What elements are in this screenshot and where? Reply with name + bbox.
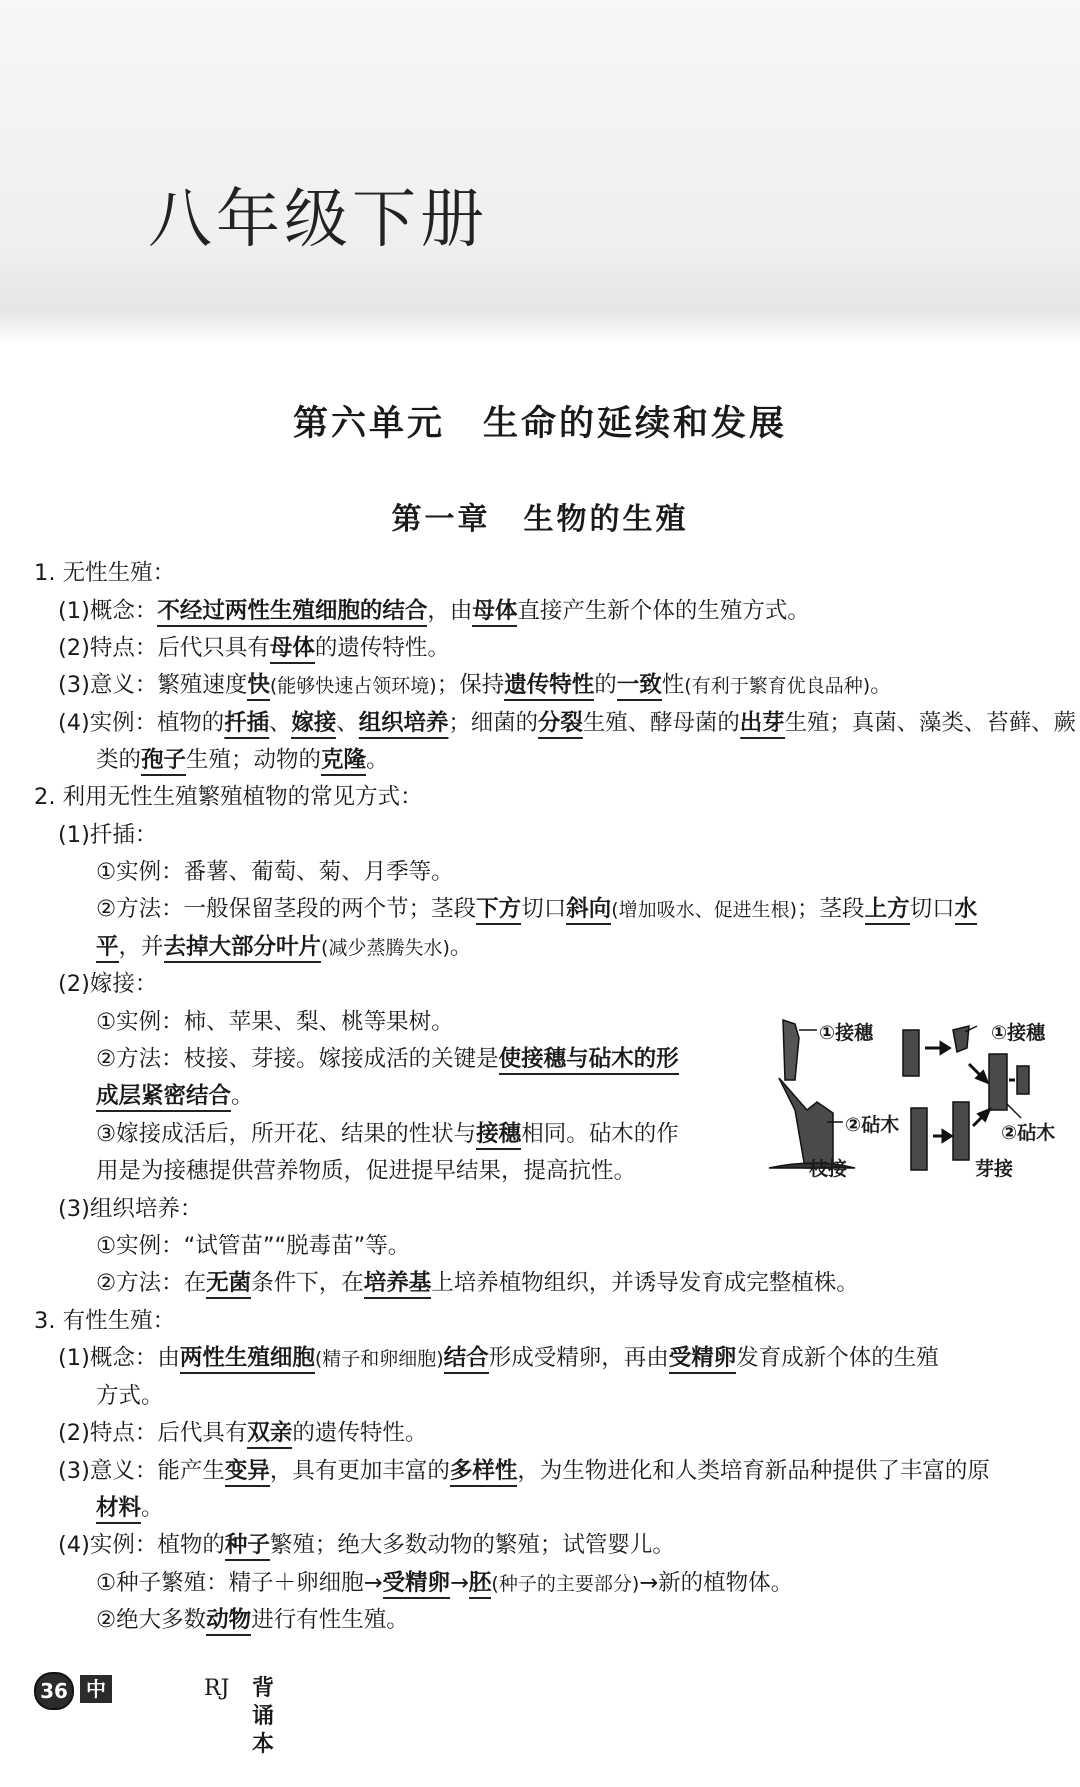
body-text: 。 — [231, 1083, 254, 1109]
body-text: ②方法：在 — [96, 1270, 207, 1296]
body-text: 1. 无性生殖： — [34, 560, 176, 586]
text-line — [58, 1530, 675, 1560]
body-text: 、 — [336, 710, 359, 736]
body-text: ，由 — [427, 598, 473, 624]
text-line — [58, 708, 1076, 738]
body-text: → — [450, 1570, 469, 1596]
keyword: 水 — [955, 896, 978, 925]
note-text: (种子的主要部分) — [491, 1573, 640, 1595]
body-text: 条件下，在 — [251, 1270, 364, 1296]
body-text: 切口 — [521, 896, 567, 922]
text-line — [96, 1119, 679, 1149]
body-text: (2)特点：后代只具有 — [58, 635, 270, 661]
body-text: (3)意义：繁殖速度 — [58, 672, 248, 698]
text-line — [58, 1194, 202, 1224]
branch-graft-caption: 枝接 — [809, 1158, 848, 1180]
text-line — [58, 596, 810, 626]
text-line — [58, 969, 157, 999]
keyword: 组织培养 — [359, 710, 449, 739]
body-text: ③嫁接成活后，所开花、结果的性状与 — [96, 1121, 477, 1147]
keyword: 受精卵 — [669, 1345, 737, 1374]
text-line — [96, 1044, 679, 1074]
keyword: 变异 — [225, 1458, 270, 1487]
body-text: ；细菌的 — [448, 710, 539, 736]
body-text: 、 — [269, 710, 292, 736]
body-text: (3)意义：能产生 — [58, 1458, 225, 1484]
body-text: 。 — [449, 934, 473, 960]
body-text: ；保持 — [436, 672, 505, 698]
text-line — [96, 1007, 454, 1037]
keyword: 扦插 — [224, 710, 269, 739]
text-line — [96, 1231, 410, 1261]
keyword: 使接穗与砧木的形 — [499, 1046, 679, 1075]
text-line — [96, 1381, 164, 1411]
body-text: ①实例：柿、苹果、梨、桃等果树。 — [96, 1009, 454, 1035]
text-line — [58, 820, 157, 850]
series-badge: 中考生物 — [80, 1675, 112, 1703]
keyword: 无菌 — [206, 1270, 251, 1299]
body-text: ，具有更加丰富的 — [269, 1458, 450, 1484]
unit-title: 第六单元 生命的延续和发展 — [292, 404, 787, 444]
keyword: 一致 — [617, 672, 662, 701]
keyword: 遗传特性 — [504, 672, 594, 701]
text-line — [58, 1456, 990, 1486]
text-line — [96, 1568, 793, 1599]
keyword: 结合 — [444, 1345, 489, 1374]
body-text: 的遗传特性。 — [292, 1420, 428, 1446]
body-text: 上培养植物组织，并诱导发育成完整植株。 — [431, 1270, 859, 1296]
body-text: →新的植物体。 — [639, 1570, 794, 1596]
body-text: 。 — [366, 747, 389, 773]
keyword: 下方 — [476, 896, 521, 925]
edition-label: RJ — [204, 1676, 230, 1701]
branch-scion-label: ①接穗 — [819, 1022, 874, 1044]
text-line — [34, 782, 423, 812]
text-line — [58, 633, 450, 663]
keyword: 成层紧密结合 — [96, 1083, 231, 1112]
keyword: 孢子 — [141, 747, 186, 776]
keyword: 上方 — [865, 896, 910, 925]
page-number: 36 — [34, 1672, 74, 1710]
body-text: 。 — [870, 672, 893, 698]
text-line — [96, 1605, 409, 1635]
body-text: 类的 — [96, 747, 142, 773]
branch-stock-label: ②砧木 — [845, 1114, 900, 1136]
body-text: (4)实例：植物的 — [58, 710, 225, 736]
bud-graft-caption: 芽接 — [975, 1158, 1014, 1180]
body-text: (1)概念：由 — [58, 1345, 180, 1371]
body-text: 的 — [594, 672, 617, 698]
body-text: ，为生物进化和人类培育新品种提供了丰富的原 — [517, 1458, 990, 1484]
body-text: 用是为接穗提供营养物质，促进提早结果，提高抗性。 — [96, 1158, 637, 1184]
body-text: 形成受精卵，再由 — [488, 1345, 669, 1371]
keyword: 母体 — [270, 635, 315, 664]
note-text: (精子和卵细胞) — [314, 1348, 444, 1370]
keyword: 快 — [247, 672, 270, 701]
body-text: ，并 — [118, 934, 164, 960]
keyword: 受精卵 — [383, 1570, 451, 1599]
body-text: ②方法：枝接、芽接。嫁接成活的关键是 — [96, 1046, 499, 1072]
text-line — [58, 670, 893, 701]
body-text: ①实例：番薯、葡萄、菊、月季等。 — [96, 859, 454, 885]
text-line — [34, 558, 175, 588]
keyword: 不经过两性生殖细胞的结合 — [157, 598, 427, 627]
grafting-figure — [755, 1018, 1075, 1178]
text-line — [96, 1268, 859, 1298]
text-line — [58, 1343, 939, 1374]
body-text: 生殖、酵母菌的 — [582, 710, 740, 736]
text-line — [96, 932, 472, 963]
keyword: 胚 — [469, 1570, 492, 1599]
text-line — [96, 1493, 164, 1523]
body-text: 生殖；真菌、藻类、苔藓、蕨 — [784, 710, 1076, 736]
bud-stock-label: ②砧木 — [1001, 1122, 1056, 1144]
body-text: 的遗传特性。 — [314, 635, 450, 661]
keyword: 嫁接 — [291, 710, 336, 739]
book-type-label: 背诵本 — [252, 1676, 275, 1757]
text-line — [96, 1156, 636, 1186]
body-text: ②方法：一般保留茎段的两个节；茎段 — [96, 896, 477, 922]
body-text: 相同。砧木的作 — [521, 1121, 679, 1147]
body-text: 直接产生新个体的生殖方式。 — [517, 598, 810, 624]
body-text: 进行有性生殖。 — [251, 1607, 409, 1633]
body-text: ①种子繁殖：精子＋卵细胞→ — [96, 1570, 383, 1596]
note-text: (能够快速占领环境) — [269, 675, 437, 697]
body-text: 切口 — [909, 896, 955, 922]
body-text: (3)组织培养： — [58, 1196, 203, 1222]
text-line — [96, 1081, 254, 1111]
keyword: 种子 — [225, 1532, 270, 1561]
body-text: (1)扦插： — [58, 822, 158, 848]
chapter-title: 第一章 生物的生殖 — [391, 502, 689, 537]
body-text: ；茎段 — [797, 896, 865, 922]
note-text: (减少蒸腾失水) — [321, 937, 450, 959]
note-text: (增加吸水、促进生根) — [611, 899, 798, 921]
text-line — [96, 894, 977, 925]
keyword: 两性生殖细胞 — [180, 1345, 315, 1374]
keyword: 材料 — [96, 1495, 141, 1524]
body-text: 发育成新个体的生殖 — [736, 1345, 939, 1371]
keyword: 去掉大部分叶片 — [164, 934, 322, 963]
keyword: 多样性 — [450, 1458, 518, 1487]
body-text: 生殖；动物的 — [186, 747, 322, 773]
body-text: (1)概念： — [58, 598, 158, 624]
note-text: (有利于繁育优良品种) — [684, 675, 871, 697]
bud-scion-label: ①接穗 — [991, 1022, 1046, 1044]
keyword: 出芽 — [740, 710, 785, 739]
keyword: 斜向 — [566, 896, 611, 925]
body-text: 性 — [661, 672, 685, 698]
body-text: (2)特点：后代具有 — [58, 1420, 248, 1446]
page-title: 八年级下册 — [148, 183, 488, 257]
body-text: 3. 有性生殖： — [34, 1308, 176, 1334]
keyword: 分裂 — [538, 710, 583, 739]
body-text: ①实例：“试管苗”“脱毒苗”等。 — [96, 1233, 411, 1259]
body-text: ②绝大多数 — [96, 1607, 207, 1633]
keyword: 克隆 — [321, 747, 366, 776]
keyword: 双亲 — [247, 1420, 292, 1449]
text-line — [58, 1418, 427, 1448]
keyword: 平 — [96, 934, 119, 963]
body-text: 。 — [141, 1495, 164, 1521]
body-text: 2. 利用无性生殖繁殖植物的常见方式： — [34, 784, 423, 810]
keyword: 动物 — [206, 1607, 251, 1636]
body-text: (4)实例：植物的 — [58, 1532, 225, 1558]
body-text: 繁殖；绝大多数动物的繁殖；试管婴儿。 — [269, 1532, 675, 1558]
keyword: 培养基 — [364, 1270, 432, 1299]
keyword: 母体 — [472, 598, 517, 627]
keyword: 接穗 — [476, 1121, 521, 1150]
text-line — [34, 1306, 175, 1336]
body-text: (2)嫁接： — [58, 971, 158, 997]
text-line — [96, 857, 454, 887]
body-text: 方式。 — [96, 1383, 164, 1409]
text-line — [96, 745, 389, 775]
